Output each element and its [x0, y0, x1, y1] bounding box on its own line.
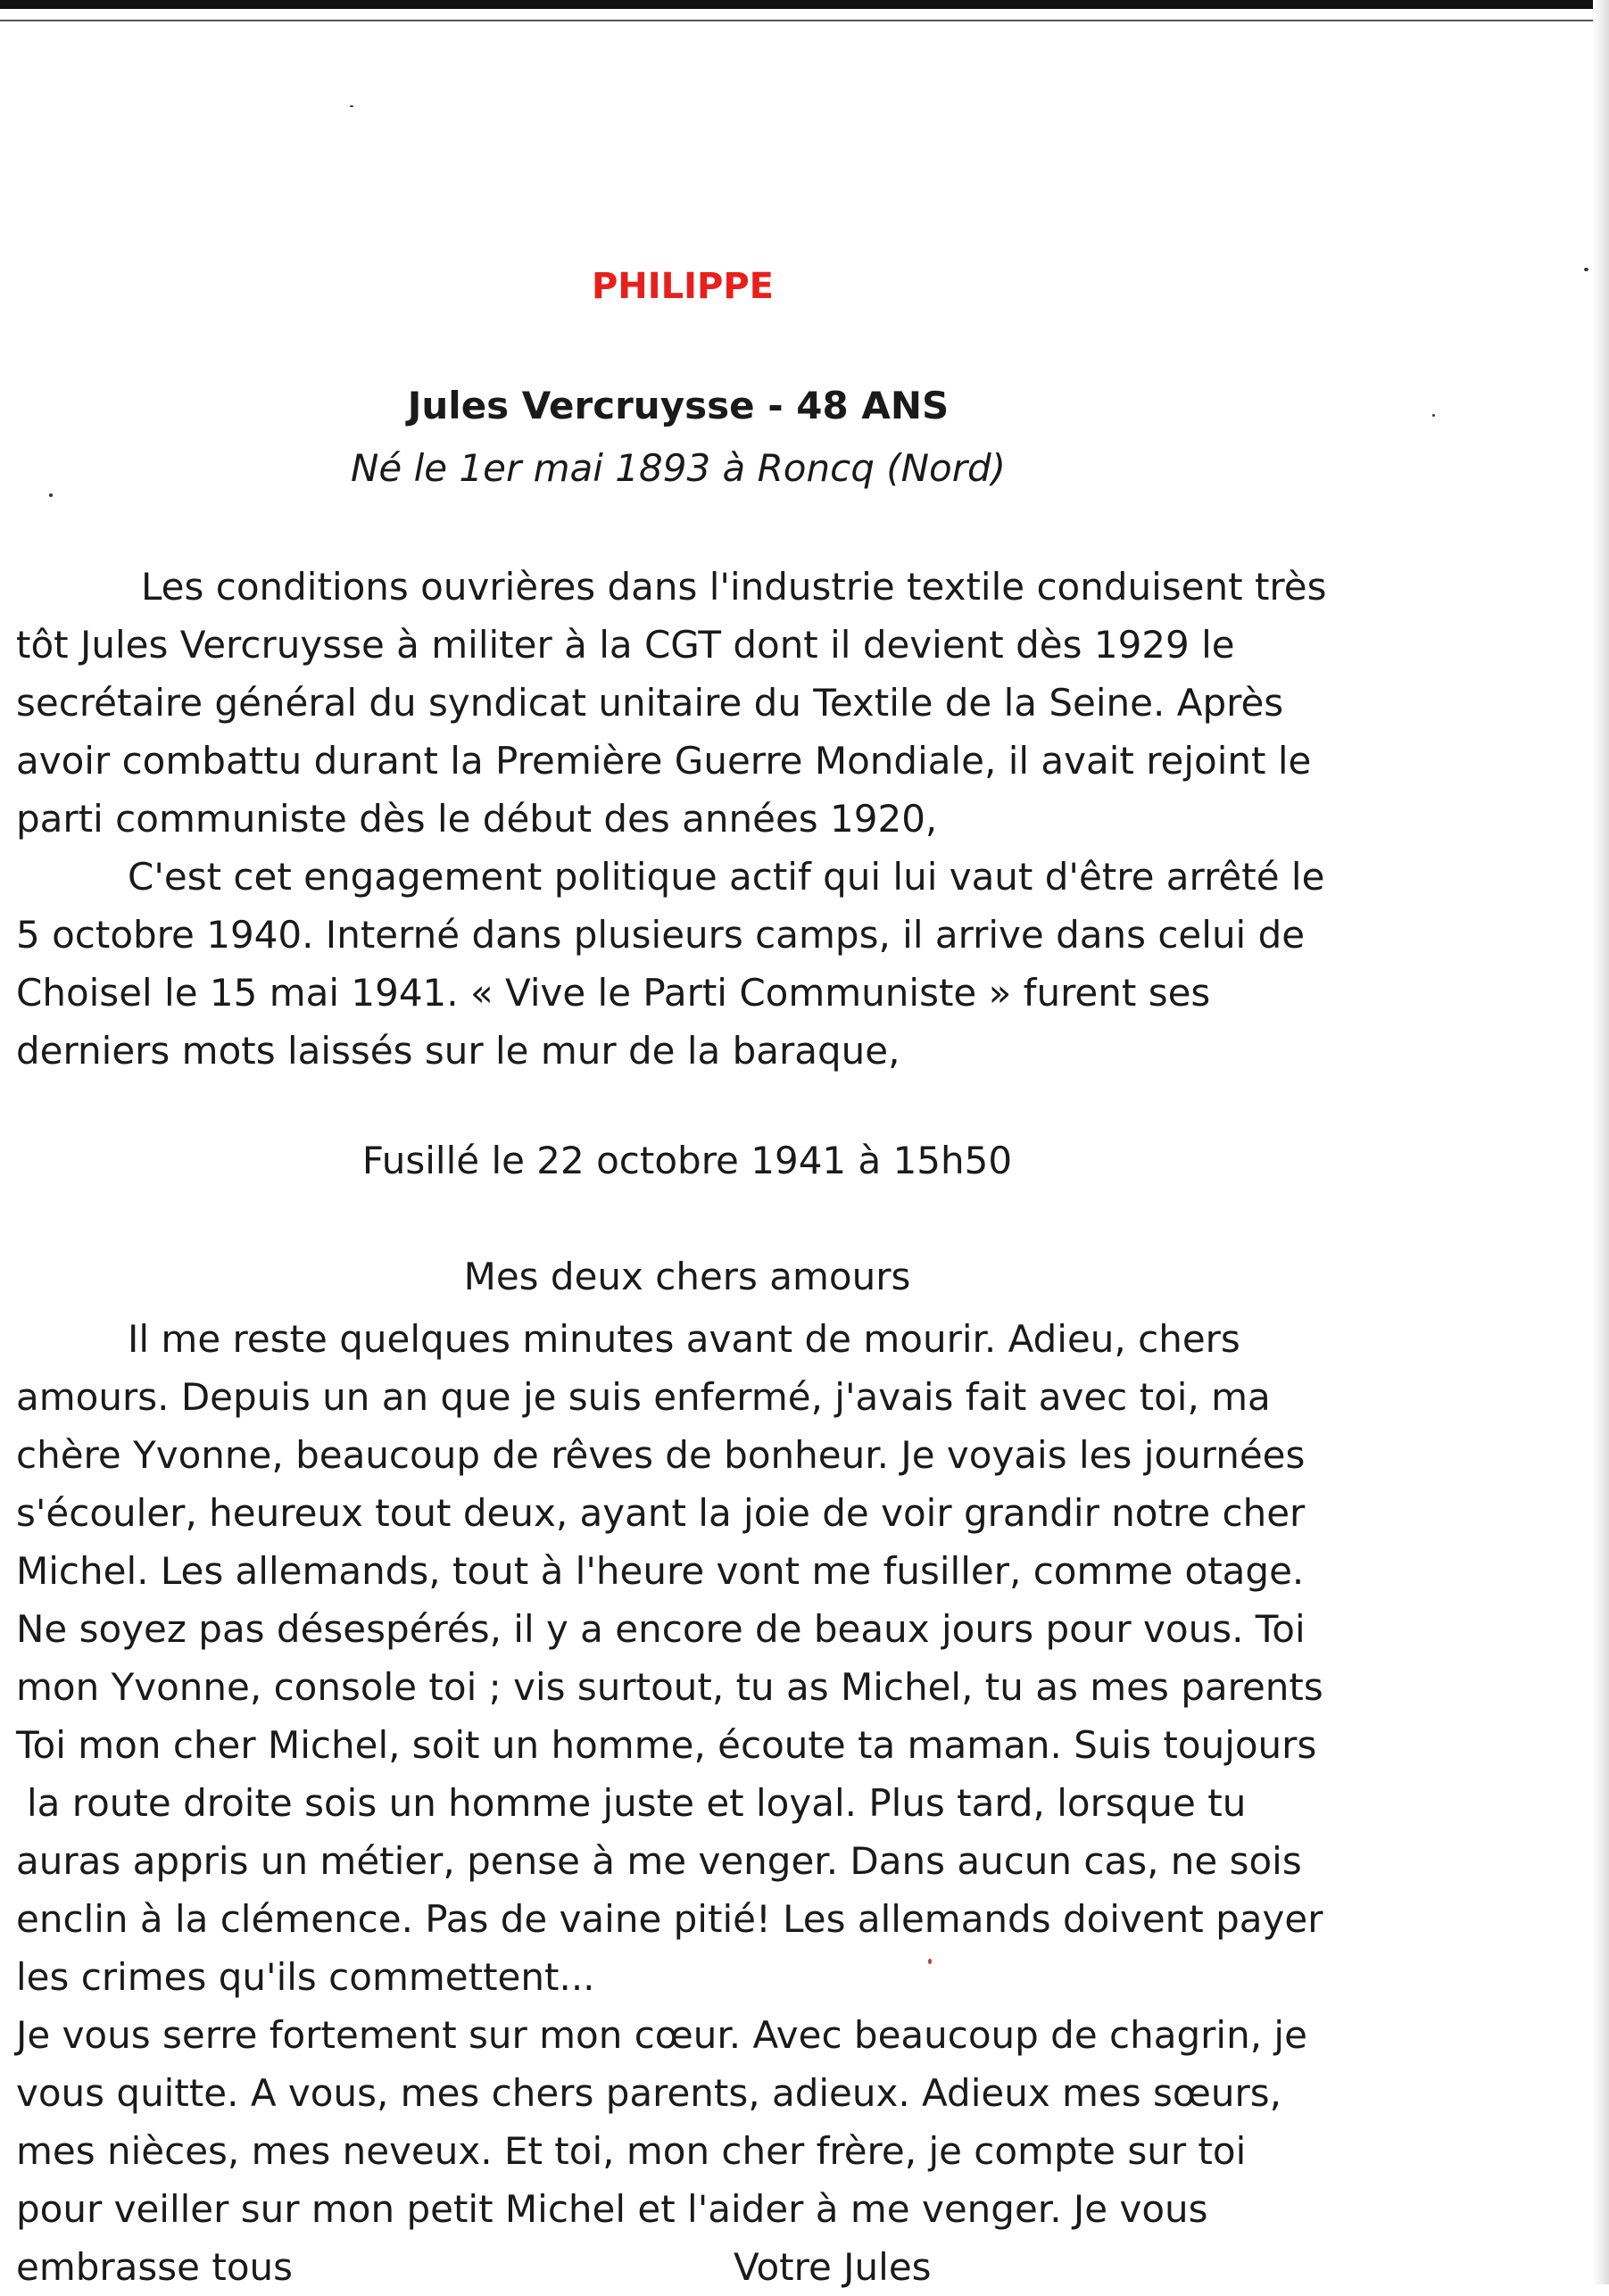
biography-line: parti communiste dès le début des années 1920, — [16, 797, 938, 841]
letter-line: mes nièces, mes neveux. Et toi, mon cher frère, je compte sur toi — [16, 2129, 1247, 2173]
scan-top-line — [0, 20, 1597, 21]
biography-line: tôt Jules Vercruysse à militer à la CGT dont il devient dès 1929 le — [16, 623, 1235, 667]
scan-speck — [49, 493, 53, 497]
letter-line: Il me reste quelques minutes avant de mourir. Adieu, chers — [128, 1317, 1240, 1361]
biography-line: secrétaire général du syndicat unitaire du Textile de la Seine. Après — [16, 681, 1284, 725]
letter-salutation: Mes deux chers amours — [463, 1255, 911, 1298]
letter-body — [16, 1310, 1373, 2296]
letter-line: Ne soyez pas désespérés, il y a encore de beaux jours pour vous. Toi — [16, 1607, 1306, 1651]
letter-line: les crimes qu'ils commettent... — [16, 1955, 595, 1999]
biography-paragraph — [16, 558, 1373, 1080]
biography-line: derniers mots laissés sur le mur de la baraque, — [16, 1029, 900, 1073]
biography-line: avoir combattu durant la Première Guerre Mondiale, il avait rejoint le — [16, 739, 1312, 783]
letter-line: pour veiller sur mon petit Michel et l'aider à me venger. Je vous — [16, 2187, 1208, 2231]
biography-line: 5 octobre 1940. Interné dans plusieurs camps, il arrive dans celui de — [16, 913, 1306, 957]
letter-closing-row — [16, 2238, 1373, 2296]
biography-line: Choisel le 15 mai 1941. « Vive le Parti Communiste » furent ses — [16, 971, 1211, 1015]
letter-closing: embrasse tous — [16, 2245, 294, 2289]
letter-signature: Votre Jules — [734, 2245, 932, 2289]
letter-line: Toi mon cher Michel, soit un homme, écoute ta maman. Suis toujours — [16, 1723, 1317, 1767]
scan-speck — [350, 105, 353, 107]
scan-right-edge — [1593, 0, 1609, 2284]
scan-speck — [1432, 414, 1435, 417]
scan-speck — [1584, 268, 1588, 271]
letter-line: auras appris un métier, pense à me venger. Dans aucun cas, ne sois — [16, 1839, 1302, 1883]
letter-line: mon Yvonne, console toi ; vis surtout, tu as Michel, tu as mes parents — [16, 1665, 1323, 1709]
letter-line: enclin à la clémence. Pas de vaine pitié! Les allemands doivent payer — [16, 1897, 1323, 1941]
scan-top-edge — [0, 0, 1609, 9]
letter-line: la route droite sois un homme juste et loyal. Plus tard, lorsque tu — [27, 1781, 1247, 1825]
letter-line: Je vous serre fortement sur mon cœur. Avec beaucoup de chagrin, je — [16, 2013, 1307, 2057]
header-name: PHILIPPE — [591, 266, 774, 307]
letter-line: Michel. Les allemands, tout à l'heure vont me fusiller, comme otage. — [16, 1549, 1305, 1593]
letter-line: amours. Depuis un an que je suis enfermé, j'avais fait avec toi, ma — [16, 1375, 1271, 1419]
letter-line: chère Yvonne, beaucoup de rêves de bonheur. Je voyais les journées — [16, 1433, 1306, 1477]
execution-date: Fusillé le 22 octobre 1941 à 15h50 — [361, 1139, 1013, 1182]
birth-line: Né le 1er mai 1893 à Roncq (Nord) — [350, 446, 1007, 490]
biography-line: C'est cet engagement politique actif qui lui vaut d'être arrêté le — [128, 855, 1325, 899]
letter-line: vous quitte. A vous, mes chers parents, adieux. Adieux mes sœurs, — [16, 2071, 1281, 2115]
letter-line: s'écouler, heureux tout deux, ayant la joie de voir grandir notre cher — [16, 1491, 1306, 1535]
subject-name: Jules Vercruysse - 48 ANS — [407, 384, 950, 427]
biography-line: Les conditions ouvrières dans l'industrie textile conduisent très — [141, 565, 1327, 609]
